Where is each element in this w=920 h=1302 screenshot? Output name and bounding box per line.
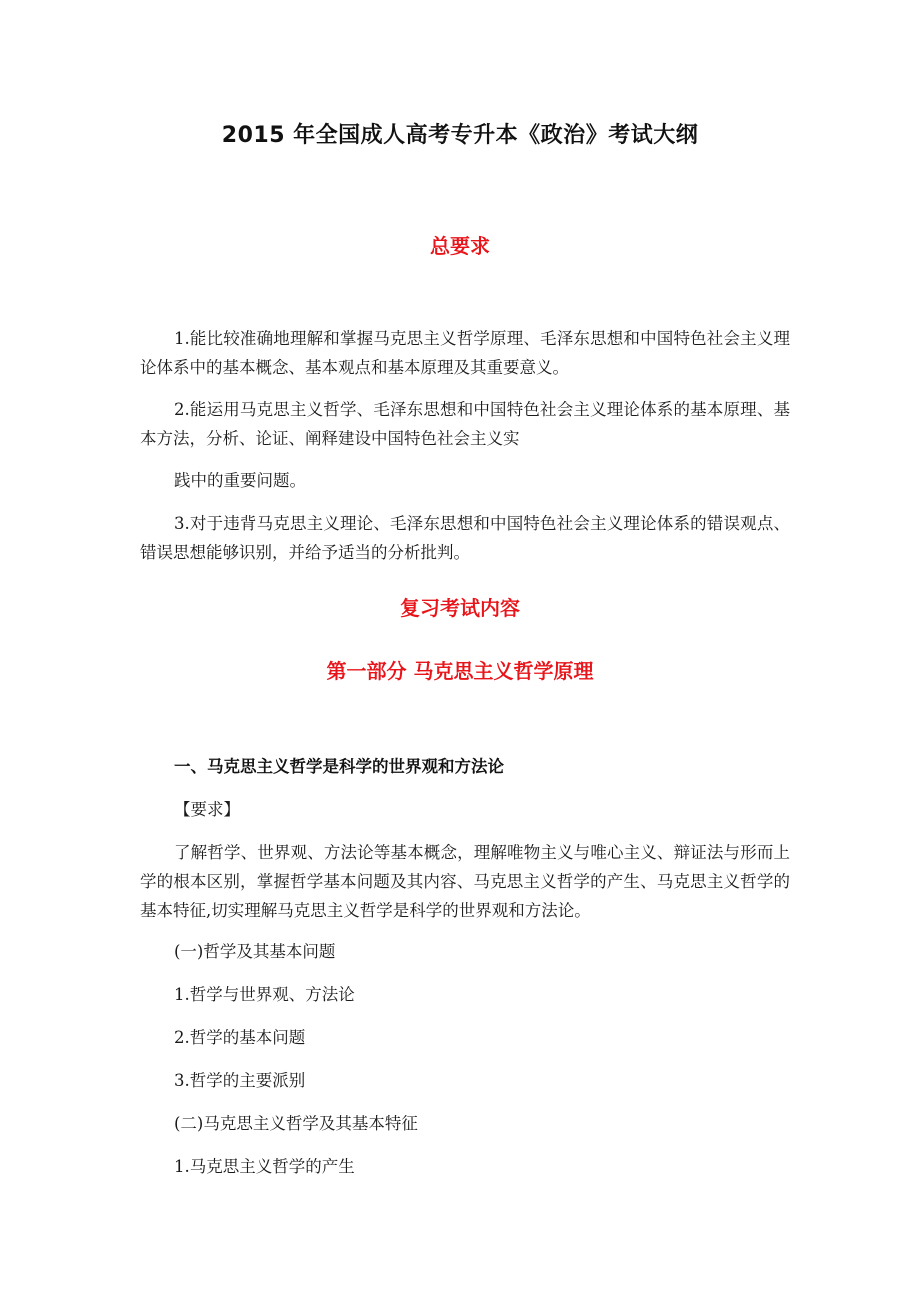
outline-item: 3.哲学的主要派别 bbox=[174, 1071, 306, 1090]
section-one-heading: 一、马克思主义哲学是科学的世界观和方法论 bbox=[174, 757, 504, 776]
requirement-paragraph-2-continuation: 践中的重要问题。 bbox=[174, 471, 306, 490]
requirement-paragraph-2: 2.能运用马克思主义哲学、毛泽东思想和中国特色社会主义理论体系的基本原理、基本方法，分析、论证、阐释建设中国特色社会主义实 bbox=[140, 400, 790, 448]
requirement-paragraph-3: 3.对于违背马克思主义理论、毛泽东思想和中国特色社会主义理论体系的错误观点、错误思想能够识别，并给予适当的分析批判。 bbox=[140, 514, 790, 562]
outline-item: 1.哲学与世界观、方法论 bbox=[174, 985, 355, 1004]
requirements-label: 【要求】 bbox=[174, 800, 240, 819]
outline-item: 2.哲学的基本问题 bbox=[174, 1028, 306, 1047]
outline-item: (二)马克思主义哲学及其基本特征 bbox=[174, 1114, 418, 1133]
outline-item: (一)哲学及其基本问题 bbox=[174, 942, 336, 961]
general-requirements-heading: 总要求 bbox=[430, 234, 490, 258]
section-one-requirement-text: 了解哲学、世界观、方法论等基本概念，理解唯物主义与唯心主义、辩证法与形而上学的根本区别，掌握哲学基本问题及其内容、马克思主义哲学的产生、马克思主义哲学的基本特征,切实理解马克思主义哲学是科学的世界观和方法论。 bbox=[140, 843, 790, 920]
part-one-heading: 第一部分 马克思主义哲学原理 bbox=[326, 659, 594, 683]
review-content-heading: 复习考试内容 bbox=[400, 596, 520, 620]
outline-item: 1.马克思主义哲学的产生 bbox=[174, 1157, 355, 1176]
requirement-paragraph-1: 1.能比较准确地理解和掌握马克思主义哲学原理、毛泽东思想和中国特色社会主义理论体系中的基本概念、基本观点和基本原理及其重要意义。 bbox=[140, 329, 790, 377]
document-title: 2015 年全国成人高考专升本《政治》考试大纲 bbox=[221, 123, 699, 148]
